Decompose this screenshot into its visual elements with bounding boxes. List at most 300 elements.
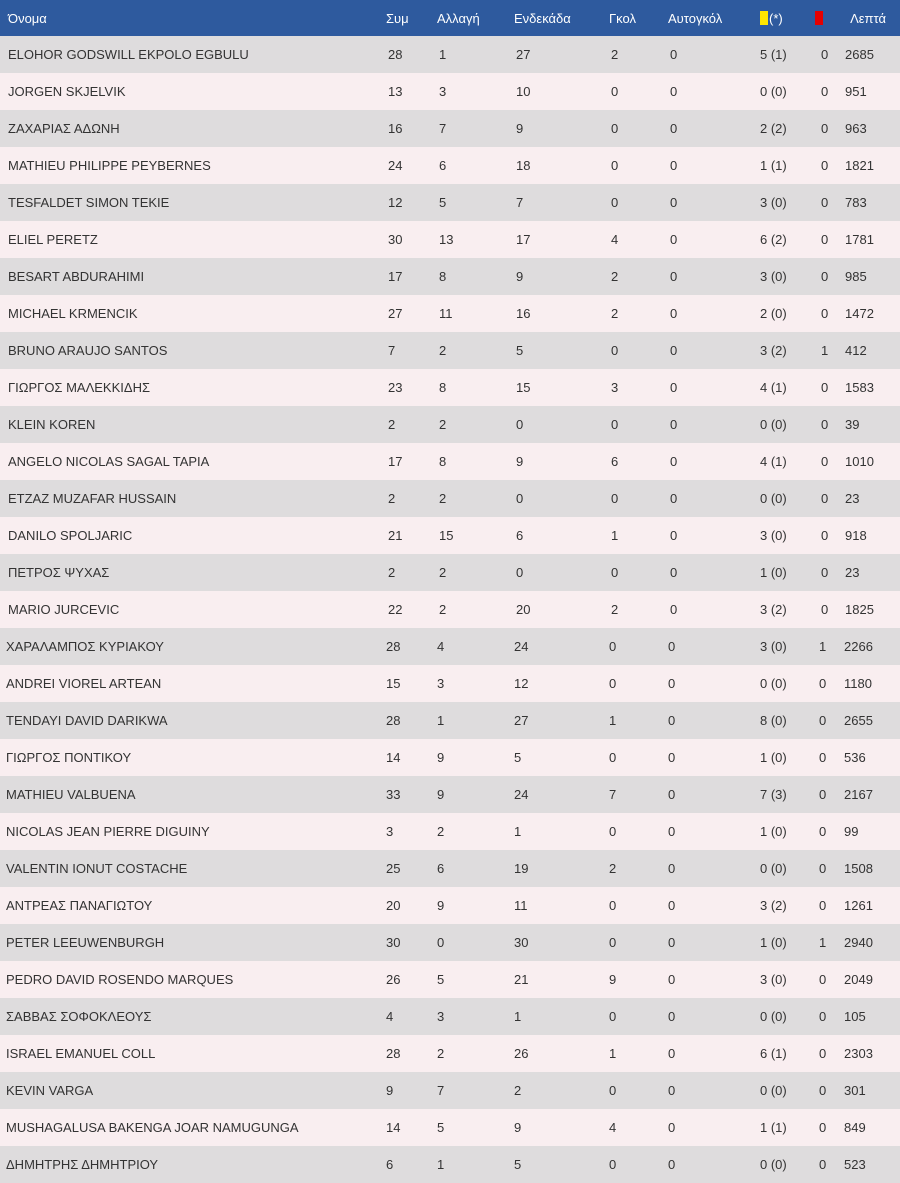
starts-cell: 0 <box>516 491 524 506</box>
table-row[interactable] <box>0 591 900 628</box>
goals-cell: 0 <box>609 1157 617 1172</box>
player-name-cell: ELIEL PERETZ <box>8 232 98 247</box>
apps-cell: 27 <box>388 306 403 321</box>
red-cards-cell: 0 <box>819 1157 827 1172</box>
goals-cell: 0 <box>609 639 617 654</box>
own-goals-cell: 0 <box>670 343 678 358</box>
column-header-own-goals[interactable]: Αυτογκόλ <box>668 10 723 26</box>
starts-cell: 0 <box>516 565 524 580</box>
own-goals-cell: 0 <box>670 380 678 395</box>
yellow-cards-cell: 0 (0) <box>760 676 787 691</box>
apps-cell: 25 <box>386 861 401 876</box>
own-goals-cell: 0 <box>670 195 678 210</box>
minutes-cell: 985 <box>845 269 867 284</box>
minutes-cell: 963 <box>845 121 867 136</box>
red-cards-cell: 0 <box>821 565 829 580</box>
subs-cell: 9 <box>437 787 445 802</box>
goals-cell: 2 <box>611 602 619 617</box>
red-cards-cell: 0 <box>821 602 829 617</box>
yellow-card-icon <box>760 11 768 25</box>
own-goals-cell: 0 <box>670 269 678 284</box>
goals-cell: 1 <box>611 528 619 543</box>
yellow-cards-cell: 1 (1) <box>760 1120 787 1135</box>
table-row[interactable] <box>0 258 900 295</box>
yellow-cards-cell: 4 (1) <box>760 380 787 395</box>
yellow-cards-cell: 1 (0) <box>760 824 787 839</box>
table-row[interactable] <box>0 110 900 147</box>
minutes-cell: 1821 <box>845 158 874 173</box>
apps-cell: 24 <box>388 158 403 173</box>
minutes-cell: 1825 <box>845 602 874 617</box>
starts-cell: 24 <box>514 639 529 654</box>
yellow-card-suffix: (*) <box>769 10 783 26</box>
minutes-cell: 2655 <box>844 713 873 728</box>
goals-cell: 0 <box>609 935 617 950</box>
starts-cell: 9 <box>516 121 524 136</box>
table-header-row <box>0 0 900 36</box>
starts-cell: 30 <box>514 935 529 950</box>
subs-cell: 7 <box>439 121 447 136</box>
player-name-cell: KLEIN KOREN <box>8 417 96 432</box>
apps-cell: 22 <box>388 602 403 617</box>
minutes-cell: 951 <box>845 84 867 99</box>
apps-cell: 9 <box>386 1083 394 1098</box>
player-name-cell: DANILO SPOLJARIC <box>8 528 133 543</box>
starts-cell: 11 <box>514 898 528 913</box>
apps-cell: 26 <box>386 972 401 987</box>
yellow-cards-cell: 3 (2) <box>760 898 787 913</box>
subs-cell: 2 <box>439 343 447 358</box>
table-row[interactable] <box>0 73 900 110</box>
starts-cell: 18 <box>516 158 531 173</box>
starts-cell: 19 <box>514 861 529 876</box>
subs-cell: 8 <box>439 454 447 469</box>
own-goals-cell: 0 <box>670 454 678 469</box>
red-cards-cell: 0 <box>821 417 829 432</box>
goals-cell: 4 <box>609 1120 617 1135</box>
red-cards-cell: 1 <box>821 343 829 358</box>
subs-cell: 3 <box>437 676 445 691</box>
minutes-cell: 1781 <box>845 232 874 247</box>
red-cards-cell: 0 <box>819 750 827 765</box>
player-name-cell: TENDAYI DAVID DARIKWA <box>6 713 168 728</box>
own-goals-cell: 0 <box>668 1120 676 1135</box>
minutes-cell: 39 <box>845 417 860 432</box>
minutes-cell: 1261 <box>844 898 873 913</box>
table-row[interactable] <box>0 961 900 998</box>
own-goals-cell: 0 <box>670 602 678 617</box>
own-goals-cell: 0 <box>668 639 676 654</box>
yellow-cards-cell: 1 (0) <box>760 935 787 950</box>
goals-cell: 0 <box>609 750 617 765</box>
table-row[interactable] <box>0 1035 900 1072</box>
own-goals-cell: 0 <box>670 306 678 321</box>
own-goals-cell: 0 <box>670 565 678 580</box>
minutes-cell: 918 <box>845 528 867 543</box>
minutes-cell: 2940 <box>844 935 873 950</box>
player-name-cell: MARIO JURCEVIC <box>8 602 120 617</box>
red-cards-cell: 0 <box>819 972 827 987</box>
table-row[interactable] <box>0 554 900 591</box>
yellow-cards-cell: 6 (2) <box>760 232 787 247</box>
yellow-cards-cell: 3 (0) <box>760 269 787 284</box>
own-goals-cell: 0 <box>668 1083 676 1098</box>
player-name-cell: TESFALDET SIMON TEKIE <box>8 195 170 210</box>
apps-cell: 14 <box>386 1120 401 1135</box>
table-row[interactable] <box>0 221 900 258</box>
starts-cell: 12 <box>514 676 529 691</box>
player-name-cell: ΓΙΩΡΓΟΣ ΠΟΝΤΙΚΟΥ <box>6 750 132 765</box>
table-row[interactable] <box>0 702 900 739</box>
red-cards-cell: 0 <box>821 491 829 506</box>
column-header-minutes[interactable]: Λεπτά <box>850 10 886 26</box>
apps-cell: 3 <box>386 824 394 839</box>
subs-cell: 1 <box>439 47 447 62</box>
subs-cell: 7 <box>437 1083 445 1098</box>
minutes-cell: 1010 <box>845 454 874 469</box>
yellow-cards-cell: 3 (2) <box>760 343 787 358</box>
apps-cell: 6 <box>386 1157 394 1172</box>
own-goals-cell: 0 <box>668 824 676 839</box>
apps-cell: 28 <box>386 713 401 728</box>
table-row[interactable] <box>0 517 900 554</box>
minutes-cell: 412 <box>845 343 867 358</box>
minutes-cell: 849 <box>844 1120 866 1135</box>
table-row[interactable] <box>0 1072 900 1109</box>
column-header-starts[interactable]: Ενδεκάδα <box>514 10 571 26</box>
starts-cell: 6 <box>516 528 524 543</box>
red-cards-cell: 0 <box>819 676 827 691</box>
player-name-cell: PETER LEEUWENBURGH <box>6 935 165 950</box>
starts-cell: 27 <box>516 47 531 62</box>
player-name-cell: JORGEN SKJELVIK <box>8 84 126 99</box>
subs-cell: 2 <box>439 565 447 580</box>
yellow-cards-cell: 2 (0) <box>760 306 787 321</box>
subs-cell: 8 <box>439 380 447 395</box>
table-row[interactable] <box>0 776 900 813</box>
red-cards-cell: 0 <box>821 121 829 136</box>
subs-cell: 8 <box>439 269 447 284</box>
own-goals-cell: 0 <box>670 47 678 62</box>
player-name-cell: MICHAEL KRMENCIK <box>8 306 138 321</box>
table-row[interactable] <box>0 665 900 702</box>
table-row[interactable] <box>0 739 900 776</box>
red-cards-cell: 0 <box>821 84 829 99</box>
apps-cell: 15 <box>386 676 401 691</box>
starts-cell: 15 <box>516 380 531 395</box>
goals-cell: 2 <box>609 861 617 876</box>
apps-cell: 21 <box>388 528 403 543</box>
table-row[interactable] <box>0 887 900 924</box>
goals-cell: 0 <box>611 195 619 210</box>
goals-cell: 7 <box>609 787 617 802</box>
player-name-cell: ΠΕΤΡΟΣ ΨΥΧΑΣ <box>8 565 110 580</box>
starts-cell: 16 <box>516 306 531 321</box>
table-row[interactable] <box>0 443 900 480</box>
table-row[interactable] <box>0 184 900 221</box>
own-goals-cell: 0 <box>670 417 678 432</box>
red-cards-cell: 0 <box>821 454 829 469</box>
yellow-cards-cell: 5 (1) <box>760 47 787 62</box>
own-goals-cell: 0 <box>668 787 676 802</box>
starts-cell: 26 <box>514 1046 529 1061</box>
goals-cell: 0 <box>611 343 619 358</box>
column-header-subs[interactable]: Αλλαγή <box>437 10 480 26</box>
starts-cell: 27 <box>514 713 529 728</box>
player-name-cell: ETZAZ MUZAFAR HUSSAIN <box>8 491 177 506</box>
own-goals-cell: 0 <box>668 972 676 987</box>
red-cards-cell: 0 <box>819 861 827 876</box>
player-name-cell: ΖΑΧΑΡΙΑΣ ΑΔΩΝΗ <box>8 121 120 136</box>
yellow-cards-cell: 0 (0) <box>760 84 787 99</box>
goals-cell: 0 <box>611 121 619 136</box>
goals-cell: 3 <box>611 380 619 395</box>
goals-cell: 2 <box>611 306 619 321</box>
player-name-cell: KEVIN VARGA <box>6 1083 94 1098</box>
apps-cell: 28 <box>386 639 401 654</box>
starts-cell: 20 <box>516 602 531 617</box>
starts-cell: 7 <box>516 195 524 210</box>
starts-cell: 9 <box>514 1120 522 1135</box>
minutes-cell: 1508 <box>844 861 873 876</box>
subs-cell: 5 <box>439 195 447 210</box>
own-goals-cell: 0 <box>668 861 676 876</box>
yellow-cards-cell: 1 (0) <box>760 565 787 580</box>
minutes-cell: 2167 <box>844 787 873 802</box>
own-goals-cell: 0 <box>668 1157 676 1172</box>
minutes-cell: 1180 <box>844 676 872 691</box>
player-name-cell: ELOHOR GODSWILL EKPOLO EGBULU <box>8 47 249 62</box>
yellow-cards-cell: 6 (1) <box>760 1046 787 1061</box>
starts-cell: 1 <box>514 824 522 839</box>
minutes-cell: 2049 <box>844 972 873 987</box>
yellow-cards-cell: 0 (0) <box>760 1083 787 1098</box>
goals-cell: 0 <box>609 676 617 691</box>
red-cards-cell: 0 <box>819 713 827 728</box>
apps-cell: 2 <box>388 417 396 432</box>
subs-cell: 9 <box>437 750 445 765</box>
apps-cell: 30 <box>386 935 401 950</box>
apps-cell: 28 <box>386 1046 401 1061</box>
subs-cell: 11 <box>439 306 453 321</box>
table-row[interactable] <box>0 813 900 850</box>
yellow-cards-cell: 8 (0) <box>760 713 787 728</box>
subs-cell: 2 <box>439 417 447 432</box>
player-name-cell: PEDRO DAVID ROSENDO MARQUES <box>6 972 234 987</box>
minutes-cell: 2685 <box>845 47 874 62</box>
column-header-goals[interactable]: Γκολ <box>609 10 636 26</box>
own-goals-cell: 0 <box>670 84 678 99</box>
column-header-yellow-cards[interactable] <box>760 0 815 36</box>
own-goals-cell: 0 <box>668 1046 676 1061</box>
player-name-cell: MATHIEU VALBUENA <box>6 787 136 802</box>
subs-cell: 2 <box>439 491 447 506</box>
red-cards-cell: 0 <box>821 380 829 395</box>
apps-cell: 2 <box>388 491 396 506</box>
subs-cell: 1 <box>437 713 445 728</box>
apps-cell: 4 <box>386 1009 394 1024</box>
player-name-cell: BRUNO ARAUJO SANTOS <box>8 343 168 358</box>
player-name-cell: ΓΙΩΡΓΟΣ ΜΑΛΕΚΚΙΔΗΣ <box>8 380 150 395</box>
apps-cell: 17 <box>388 454 403 469</box>
own-goals-cell: 0 <box>668 713 676 728</box>
red-cards-cell: 0 <box>821 232 829 247</box>
goals-cell: 0 <box>609 824 617 839</box>
yellow-cards-cell: 3 (0) <box>760 639 787 654</box>
apps-cell: 14 <box>386 750 401 765</box>
minutes-cell: 2303 <box>844 1046 873 1061</box>
apps-cell: 23 <box>388 380 403 395</box>
subs-cell: 2 <box>437 1046 445 1061</box>
red-card-icon <box>815 11 823 25</box>
column-header-apps[interactable]: Συμ <box>386 10 409 26</box>
minutes-cell: 783 <box>845 195 867 210</box>
yellow-cards-cell: 3 (0) <box>760 972 787 987</box>
yellow-cards-cell: 3 (0) <box>760 528 787 543</box>
red-cards-cell: 0 <box>819 898 827 913</box>
subs-cell: 5 <box>437 972 445 987</box>
table-row[interactable] <box>0 147 900 184</box>
starts-cell: 21 <box>514 972 529 987</box>
player-name-cell: ΑΝΤΡΕΑΣ ΠΑΝΑΓΙΩΤΟΥ <box>6 898 153 913</box>
player-name-cell: VALENTIN IONUT COSTACHE <box>6 861 188 876</box>
column-header-name[interactable]: Όνομα <box>8 10 47 26</box>
goals-cell: 0 <box>609 1009 617 1024</box>
yellow-cards-cell: 0 (0) <box>760 491 787 506</box>
apps-cell: 7 <box>388 343 396 358</box>
minutes-cell: 2266 <box>844 639 873 654</box>
table-row[interactable] <box>0 924 900 961</box>
red-cards-cell: 0 <box>819 1083 827 1098</box>
minutes-cell: 23 <box>845 565 860 580</box>
own-goals-cell: 0 <box>668 676 676 691</box>
starts-cell: 5 <box>516 343 524 358</box>
column-header-red-cards[interactable] <box>815 0 844 36</box>
goals-cell: 0 <box>611 417 619 432</box>
goals-cell: 1 <box>609 713 617 728</box>
table-row[interactable] <box>0 480 900 517</box>
table-row[interactable] <box>0 628 900 665</box>
table-row[interactable] <box>0 295 900 332</box>
yellow-cards-cell: 0 (0) <box>760 1009 787 1024</box>
table-row[interactable] <box>0 406 900 443</box>
own-goals-cell: 0 <box>668 935 676 950</box>
subs-cell: 6 <box>439 158 447 173</box>
player-name-cell: ΧΑΡΑΛΑΜΠΟΣ ΚΥΡΙΑΚΟΥ <box>6 639 164 654</box>
red-cards-cell: 1 <box>819 935 827 950</box>
apps-cell: 30 <box>388 232 403 247</box>
own-goals-cell: 0 <box>668 1009 676 1024</box>
starts-cell: 5 <box>514 750 522 765</box>
red-cards-cell: 0 <box>819 1009 827 1024</box>
subs-cell: 4 <box>437 639 445 654</box>
yellow-cards-cell: 4 (1) <box>760 454 787 469</box>
player-name-cell: ISRAEL EMANUEL COLL <box>6 1046 156 1061</box>
subs-cell: 15 <box>439 528 454 543</box>
own-goals-cell: 0 <box>668 750 676 765</box>
subs-cell: 1 <box>437 1157 445 1172</box>
goals-cell: 0 <box>611 491 619 506</box>
minutes-cell: 536 <box>844 750 866 765</box>
player-name-cell: BESART ABDURAHIMI <box>8 269 145 284</box>
table-row[interactable] <box>0 998 900 1035</box>
player-name-cell: ANDREI VIOREL ARTEAN <box>6 676 162 691</box>
minutes-cell: 23 <box>845 491 860 506</box>
starts-cell: 24 <box>514 787 529 802</box>
yellow-cards-cell: 0 (0) <box>760 861 787 876</box>
subs-cell: 3 <box>439 84 447 99</box>
red-cards-cell: 0 <box>821 269 829 284</box>
minutes-cell: 1472 <box>845 306 874 321</box>
red-cards-cell: 0 <box>819 787 827 802</box>
yellow-cards-cell: 3 (2) <box>760 602 787 617</box>
yellow-cards-cell: 0 (0) <box>760 1157 787 1172</box>
subs-cell: 2 <box>437 824 445 839</box>
own-goals-cell: 0 <box>670 528 678 543</box>
goals-cell: 0 <box>611 84 619 99</box>
own-goals-cell: 0 <box>670 121 678 136</box>
subs-cell: 0 <box>437 935 445 950</box>
table-row[interactable] <box>0 36 900 73</box>
goals-cell: 6 <box>611 454 619 469</box>
red-cards-cell: 0 <box>819 824 827 839</box>
goals-cell: 1 <box>609 1046 617 1061</box>
goals-cell: 0 <box>609 898 617 913</box>
minutes-cell: 1583 <box>845 380 874 395</box>
red-cards-cell: 0 <box>819 1120 827 1135</box>
apps-cell: 13 <box>388 84 403 99</box>
yellow-cards-cell: 1 (0) <box>760 750 787 765</box>
apps-cell: 20 <box>386 898 401 913</box>
apps-cell: 2 <box>388 565 396 580</box>
starts-cell: 0 <box>516 417 524 432</box>
starts-cell: 1 <box>514 1009 522 1024</box>
red-cards-cell: 0 <box>819 1046 827 1061</box>
subs-cell: 3 <box>437 1009 445 1024</box>
subs-cell: 2 <box>439 602 447 617</box>
yellow-cards-cell: 0 (0) <box>760 417 787 432</box>
table-row[interactable] <box>0 1109 900 1146</box>
player-name-cell: MATHIEU PHILIPPE PEYBERNES <box>8 158 211 173</box>
player-name-cell: MUSHAGALUSA BAKENGA JOAR NAMUGUNGA <box>6 1120 299 1135</box>
apps-cell: 17 <box>388 269 403 284</box>
goals-cell: 0 <box>611 158 619 173</box>
apps-cell: 16 <box>388 121 403 136</box>
own-goals-cell: 0 <box>668 898 676 913</box>
starts-cell: 10 <box>516 84 531 99</box>
table-row[interactable] <box>0 369 900 406</box>
minutes-cell: 523 <box>844 1157 866 1172</box>
yellow-cards-cell: 1 (1) <box>760 158 787 173</box>
table-row[interactable] <box>0 850 900 887</box>
minutes-cell: 301 <box>844 1083 866 1098</box>
apps-cell: 33 <box>386 787 401 802</box>
starts-cell: 9 <box>516 454 524 469</box>
subs-cell: 13 <box>439 232 454 247</box>
starts-cell: 17 <box>516 232 531 247</box>
subs-cell: 6 <box>437 861 445 876</box>
goals-cell: 2 <box>611 47 619 62</box>
goals-cell: 4 <box>611 232 619 247</box>
red-cards-cell: 1 <box>819 639 827 654</box>
table-row[interactable] <box>0 1146 900 1183</box>
apps-cell: 28 <box>388 47 403 62</box>
table-row[interactable] <box>0 332 900 369</box>
red-cards-cell: 0 <box>821 158 829 173</box>
minutes-cell: 105 <box>844 1009 866 1024</box>
goals-cell: 0 <box>609 1083 617 1098</box>
goals-cell: 0 <box>611 565 619 580</box>
